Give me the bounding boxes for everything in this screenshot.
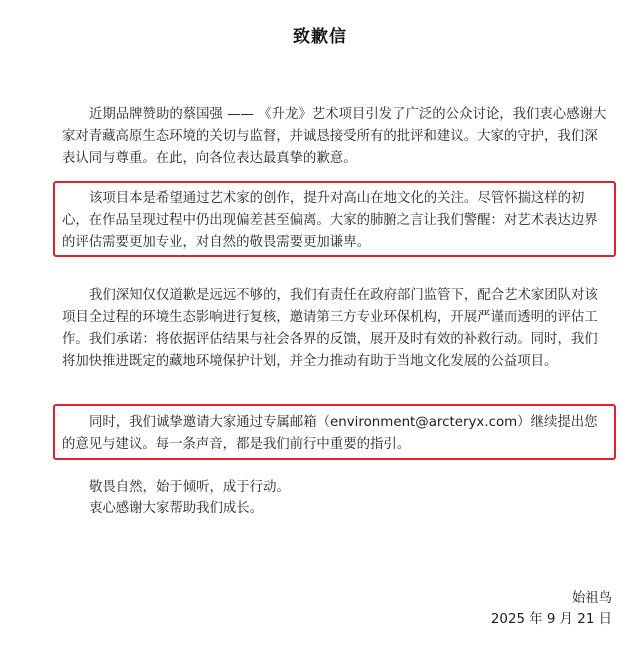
paragraph-1-text: 近期品牌赞助的蔡国强 —— 《升龙》艺术项目引发了广泛的公众讨论，我们衷心感谢大家对青藏高原生态环境的关切与监督，并诚恳接受所有的批评和建议。大家的守护，我们深表认同与尊重。在此，向各位表达最真挚的歉意。 <box>62 107 607 166</box>
paragraph-6 <box>62 498 610 520</box>
paragraph-2 <box>62 188 610 254</box>
paragraph-6-text: 衷心感谢大家帮助我们成长。 <box>89 501 264 516</box>
signature-date: 2025 年 9 月 21 日 <box>490 612 612 627</box>
letter-title: 致歉信 <box>293 27 347 47</box>
paragraph-4 <box>62 412 610 456</box>
paragraph-3-text: 我们深知仅仅道歉是远远不够的，我们有责任在政府部门监管下，配合艺术家团队对该项目全过程的环境生态影响进行复核，邀请第三方专业环保机构，开展严谨而透明的评估工作。我们承诺：将依据评估结果与社会各界的反馈，展开及时有效的补救行动。同时，我们将加快推进既定的藏地环境保护计划，并全力推动有助于当地文化发展的公益项目。 <box>62 288 598 369</box>
paragraph-3 <box>62 285 610 373</box>
paragraph-2-text: 该项目本是希望通过艺术家的创作，提升对高山在地文化的关注。尽管怀揣这样的初心，在作品呈现过程中仍出现偏差甚至偏离。大家的肺腑之言让我们警醒：对艺术表达边界的评估需要更加专业，对自然的敬畏需要更加谦卑。 <box>62 191 598 250</box>
paragraph-5 <box>62 477 610 499</box>
paragraph-4-text: 同时，我们诚挚邀请大家通过专属邮箱（environment@arcteryx.com）继续提出您的意见与建议。每一条声音，都是我们前行中重要的指引。 <box>62 415 598 452</box>
signature: 始祖鸟 <box>571 591 612 606</box>
paragraph-5-text: 敬畏自然，始于倾听，成于行动。 <box>89 480 290 495</box>
paragraph-1 <box>62 104 610 170</box>
